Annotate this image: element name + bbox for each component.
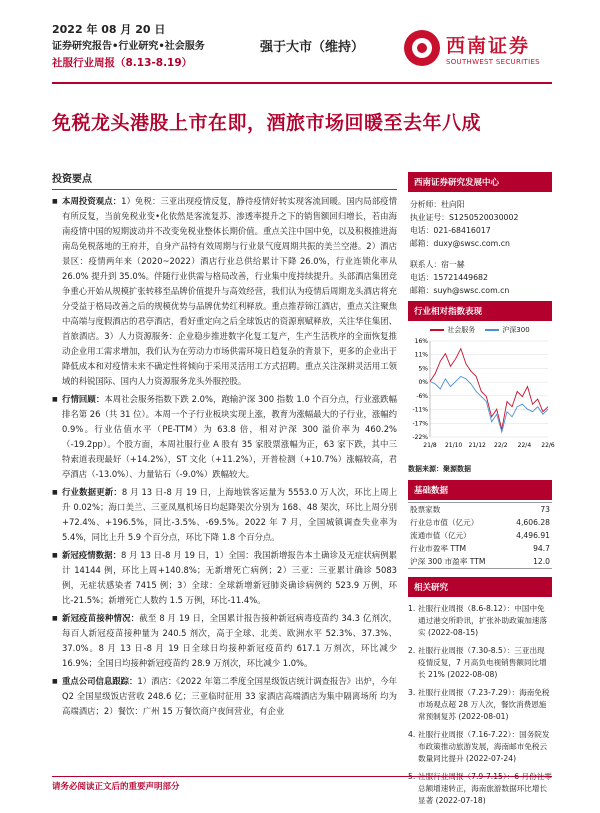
report-title: 免税龙头港股上市在即，酒旅市场回暖至去年八成 — [52, 112, 482, 134]
legend-item-csi300: 沪深300 — [485, 325, 529, 335]
line-chart — [408, 337, 555, 455]
analyst-line: 电话：021-68416017 — [410, 226, 491, 235]
x-tick-label: 22/6 — [541, 442, 555, 449]
y-tick-label: 16% — [414, 338, 428, 345]
report-link[interactable]: 总额增速转正，海南旅游数据环比增长显著 (2022-07-18) — [418, 784, 548, 805]
paragraph-text: 1）酒店：《2022 年第二季度全国星级饭店统计调查报告》出炉，今年 Q2 全国星级饭店营收 248.6 亿；三亚临时征用 33 家酒店高端酒店为集中隔离场所 均为高端酒店；2）餐饮：广州 15 万餐饮商户夜间营业，有企业 — [62, 676, 398, 716]
investment-paragraph — [52, 674, 397, 719]
contact-email[interactable]: 邮箱：suyh@swsc.com.cn — [410, 286, 510, 295]
paragraph-lead: 本周投资观点： — [62, 196, 122, 206]
report-category: 证券研究报告•行业研究•社会服务 — [52, 41, 205, 52]
row-label: 沪深 300 市盈率 TTM — [408, 555, 506, 569]
related-reports-heading: 相关研究 — [408, 577, 552, 597]
y-tick-label: 11% — [414, 351, 428, 359]
x-tick-label: 22/4 — [517, 442, 532, 449]
investment-paragraph — [52, 392, 397, 482]
investment-points-heading: 投资要点 — [52, 170, 397, 190]
row-value: 94.7 — [533, 544, 550, 553]
basic-data-heading: 基础数据 — [408, 480, 552, 500]
company-logo — [404, 30, 540, 66]
analyst-line: 分析师：杜向阳 — [410, 200, 465, 209]
table-row — [408, 529, 552, 542]
series-line — [430, 376, 548, 432]
row-label: 行业市盈率 TTM — [410, 544, 467, 553]
logo-icon — [404, 30, 440, 66]
y-tick-label: -6% — [416, 392, 428, 400]
x-tick-label: 22/2 — [494, 442, 508, 449]
legend-item-social: 社会服务 — [430, 325, 475, 335]
chart-legend — [408, 325, 552, 335]
paragraph-text: 本周社会服务指数下跌 2.0%，跑输沪深 300 指数 1.0 个百分点，行业涨跌幅排名第 26（共 31 位）。本周一个子行业板块实现上涨，教育为涨幅最大的子行业，涨幅约 0.9%。行业估值水平（PE-TTM）为 63.8 倍，相对沪深 300 溢价率为 460.2%（-19.2pp）。个股方面，本周社服行业 A 股有 35 家股票涨幅为正，63 家下跌，其中三特索道表现最好（+14.2%），ST 文化（+11.2%），开普检测（+10.7%）涨幅较高，君亭酒店（-13.0%）、力量钻石（-9.0%）跌幅较大。 — [62, 394, 398, 479]
paragraph-text: 8 月 13 日-8 月 19 日，上海地铁客运量为 5553.0 万人次，环比上周上升 0.02%；海口美兰、三亚凤凰机场日均起降架次分别为 168、48 架次，环比上周分别+72.4%、+196.5%，同比-3.5%、-69.5%。2022 年 7 月，全国城镇调查失业率为 5.4%，同比上升 5.9 个百分点，环比下降 1.8 个百分点。 — [62, 487, 398, 542]
y-tick-label: 0% — [418, 379, 428, 387]
paragraph-text: 1）免税：三亚出现疫情反复，静待疫情好转实现客流回暖。国内局部疫情有所反复，当前免税业变•化依然是客流复苏、渗透率提升之下的销售额回归增长，若由海南疫情中国的短期波动并不改变免税业整体长期价值。重点关注中国中免，以及积极推进海南岛免税落地的王府井，自身产品特有效周期与行业景气度周期共振的美兰空港。2）酒店景区：疫情两年来（2020~2022）酒店行业总供给累计下降 26.0%，行业连锁化率从 26.0% 提升到 35.0%。伴随行业供需与格局改善，行业集中度持续提升。头部酒店集团竞争重心开始从规模扩张转移至品牌价值提升与高效经营，我们认为疫情后周期龙头酒店将充分受益于格局改善之后的规模优势与品牌优势红利释放。重点推荐锦江酒店，重点关注聚焦中高端与度假酒店的君亭酒店，看好重定向之后全球饭店的资源禀赋释放，关注华住集团、首旅酒店。3）人力资源服务：企业稳步推进数字化复工复产，生产生活秩序的全面恢复推动企业用工需求增加，我们认为在劳动力市场供需环境日趋复杂的背景下，更多的企业出于降低成本和对疫情未来不确定性将倾向于采用灵活用工方式招聘。重点关注深耕灵活用工领域的科锐国际、国内人力资源服务龙头外服控股。 — [62, 196, 397, 386]
sidebar — [408, 172, 555, 813]
paragraph-lead: 行情回顾： — [62, 394, 105, 404]
analyst-email[interactable]: 邮箱：duxy@swsc.com.cn — [410, 239, 510, 248]
paragraph-lead: 新冠疫情数据： — [62, 550, 122, 560]
investment-paragraph — [52, 485, 397, 545]
table-row — [408, 542, 552, 555]
report-link[interactable]: 2. 社服行业周报（7.30-8.5）：三亚出现疫情反复，7 月高负电视销售额同比增长 21% (2022-08-08) — [408, 646, 547, 679]
footer-disclaimer: 请务必阅读正文后的重要声明部分 — [52, 782, 180, 792]
x-tick-label: 21/12 — [468, 442, 486, 449]
row-label: 股票家数 — [408, 503, 506, 517]
paragraph-text: 8 月 13 日-8 月 19 日，1）全国：我国新增报告本土确诊及无症状病例累计 14144 例，环比上周+140.8%；无新增死亡病例；2）三亚：三亚累计确诊 5083 例，无症状感染者 7415 例；3）全球：全球新增新冠肺炎确诊病例约 523.9 万例，环比-21.5%；新增死亡人数约 1.5 万例，环比-11.4%。 — [62, 550, 397, 605]
x-tick-label: 21/8 — [423, 442, 437, 449]
rating: 强于大市（维持） — [260, 40, 365, 55]
investment-paragraph — [52, 194, 397, 389]
logo-name-en: SOUTHWEST SECURITIES — [446, 57, 540, 66]
y-tick-label: -22% — [412, 434, 428, 441]
paragraph-lead: 重点公司信息跟踪： — [62, 676, 138, 686]
report-header-info — [52, 21, 205, 72]
row-value: 12.0 — [506, 555, 552, 569]
row-label: 行业总市值（亿元） — [410, 518, 479, 527]
header-divider — [52, 82, 552, 84]
report-date: 2022 年 08 月 20 日 — [52, 23, 166, 36]
row-value: 73 — [506, 503, 552, 517]
analyst-info — [408, 192, 552, 301]
row-value: 4,496.91 — [516, 531, 550, 540]
report-link[interactable]: 3. 社服行业周报（7.23-7.29）：海南免税市场观点超 28 万人次，餐饮消费恩施常预制复苏 (2022-08-01) — [408, 688, 550, 721]
contact-line: 联系人：宿一赫 — [410, 260, 465, 269]
paragraph-text: 截至 8 月 19 日，全国累计报告接种新冠病毒疫苗约 34.3 亿剂次，每百人新冠疫苗接种量为 240.5 剂次，高于全球、北美、欧洲水平 52.3%、37.3%、37.0%。8 月 13 日-8 月 19 日全球日均接种新冠疫苗约 617.1 万剂次，环比减少 16.9%；全国日均接种新冠疫苗约 28.9 万剂次，环比减少 1.0%。 — [62, 613, 398, 668]
series-line — [430, 349, 548, 430]
investment-paragraph — [52, 611, 397, 671]
investment-points — [52, 170, 397, 722]
analyst-line: 执业证号：S1250520030002 — [410, 213, 519, 222]
investment-paragraph — [52, 548, 397, 608]
table-row — [408, 555, 552, 569]
basic-data-table — [408, 502, 552, 569]
table-row — [408, 516, 552, 529]
y-tick-label: -17% — [412, 420, 428, 428]
y-tick-label: -11% — [412, 406, 428, 414]
paragraph-lead: 新冠疫苗接种情况： — [62, 613, 140, 623]
row-value: 4,606.28 — [516, 518, 550, 527]
table-row — [408, 503, 552, 517]
report-link[interactable]: 4. 社服行业周报（7.16-7.22）：国务院发布政策推动旅游发展，海南邮市免税云数量同比提升 (2022-07-24) — [408, 730, 550, 763]
logo-name-cn: 西南证券 — [446, 34, 531, 57]
y-tick-label: 5% — [418, 365, 428, 373]
x-tick-label: 21/10 — [444, 442, 463, 449]
chart-heading: 行业相对指数表现 — [408, 301, 552, 321]
chart-source: 数据来源：聚源数据 — [408, 465, 471, 473]
relative-index-chart — [408, 321, 555, 461]
contact-line: 电话：15721449682 — [410, 273, 488, 282]
row-label: 流通市值（亿元） — [410, 531, 471, 540]
footer-divider — [52, 776, 552, 777]
paragraph-lead: 行业数据更新： — [62, 487, 122, 497]
report-link[interactable]: 1. 社服行业周报（8.6-8.12）：中国中免通过港交所聆讯，扩张补助政策加速落实 (2022-08-15) — [408, 604, 548, 637]
analyst-heading: 西南证券研究发展中心 — [408, 172, 552, 192]
report-series: 社服行业周报（8.13-8.19） — [52, 57, 193, 69]
